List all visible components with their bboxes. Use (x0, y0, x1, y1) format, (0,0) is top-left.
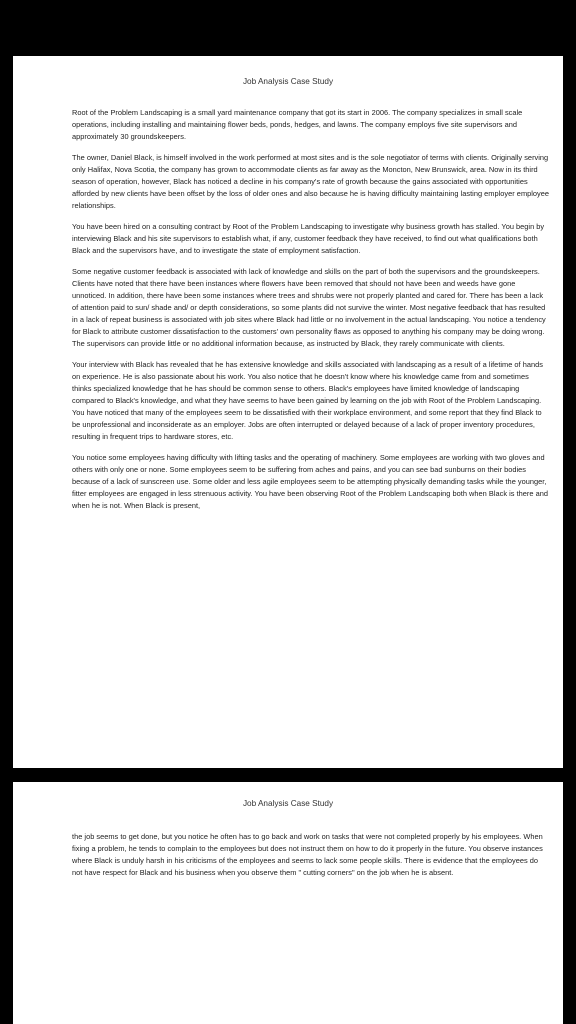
paragraph: Some negative customer feedback is associated with lack of knowledge and skills on the part of both the supervisors and the groundskeepers. Clients have noted that there have been instances where flowers have been removed that should not have been and weeds have gone unnoticed. In addition, there have been some instances where trees and shrubs were not properly planted and cared for. There has been a lack of attention paid to sun/ shade and/ or depth considerations, so some plants did not survive the winter. Most negative feedback that has resulted in a lack of repeat business is associated with job sites where Black had little or no involvement in the actual landscaping. You notice a tendency for Black to attribute customer dissatisfaction to the customers' own personality flaws as opposed to anything his company may be doing wrong. The supervisors can provide little or no additional information because, as instructed by Black, they rarely communicate with clients. (72, 267, 546, 348)
paragraph: the job seems to get done, but you notice he often has to go back and work on tasks that were not completed properly by his employees. When fixing a problem, he tends to complain to the employees but does not instruct them on how to do it properly in the future. You observe instances where Black is unduly harsh in his criticisms of the employees and seems to lack some people skills. There is evidence that the employees do not have respect for Black and his business when you observe them " cutting corners" on the job when he is absent. (72, 832, 543, 877)
page-header: Job Analysis Case Study (242, 77, 334, 86)
page-header: Job Analysis Case Study (242, 799, 334, 808)
paragraph: You have been hired on a consulting contract by Root of the Problem Landscaping to investigate why business growth has stalled. You begin by interviewing Black and his site supervisors to establish what, if any, customer feedback they have received, to find out what qualifications both Black and the supervisors have, and to investigate the state of employment satisfaction. (72, 222, 545, 255)
document-page-2 (13, 782, 563, 1024)
paragraph: Your interview with Black has revealed that he has extensive knowledge and skills associated with landscaping as a result of a lifetime of hands on experience. He is also passionate about his work. You also notice that he doesn't know where his knowledge came from and sometimes thinks specialized knowledge that he has should be common sense to others. Black's employees have limited knowledge of landscaping compared to Black's knowledge, and what they have seems to have been gained by learning on the job with Root of the Problem Landscaping. You have noticed that many of the employees seem to be dissatisfied with their workplace environment, and some report that they find Black to be unprofessional and inconsiderate as an employer. Jobs are often interrupted or delayed because of a lack of proper inventory procedures, resulting in frequent trips to hardware stores, etc. (72, 360, 543, 441)
paragraph: You notice some employees having difficulty with lifting tasks and the operating of machinery. Some employees are working with two gloves and others with only one or none. Some employees seem to be suffering from aches and pains, and you can see bad sunburns on their bodies because of a lack of sunscreen use. Some older and less agile employees seem to be attempting physically demanding tasks while the younger, fitter employees are engaged in less strenuous activity. You have been observing Root of the Problem Landscaping both when Black is there and when he is not. When Black is present, (72, 453, 548, 510)
paragraph: The owner, Daniel Black, is himself involved in the work performed at most sites and is the sole negotiator of terms with clients. Originally serving only Halifax, Nova Scotia, the company has grown to accommodate clients as far away as the Moncton, New Brunswick, area. Now in its third season of operation, however, Black has noticed a decline in his company's rate of growth because the gains associated with opportunities afforded by new clients have been offset by the loss of older ones and also because he is having difficulty maintaining lasting employer employee relationships. (72, 153, 550, 210)
document-page-1 (13, 56, 563, 768)
paragraph: Root of the Problem Landscaping is a small yard maintenance company that got its start in 2006. The company specializes in small scale operations, including installing and maintaining flower beds, ponds, hedges, and lawns. The company employs five site supervisors and approximately 30 groundskeepers. (72, 108, 523, 141)
